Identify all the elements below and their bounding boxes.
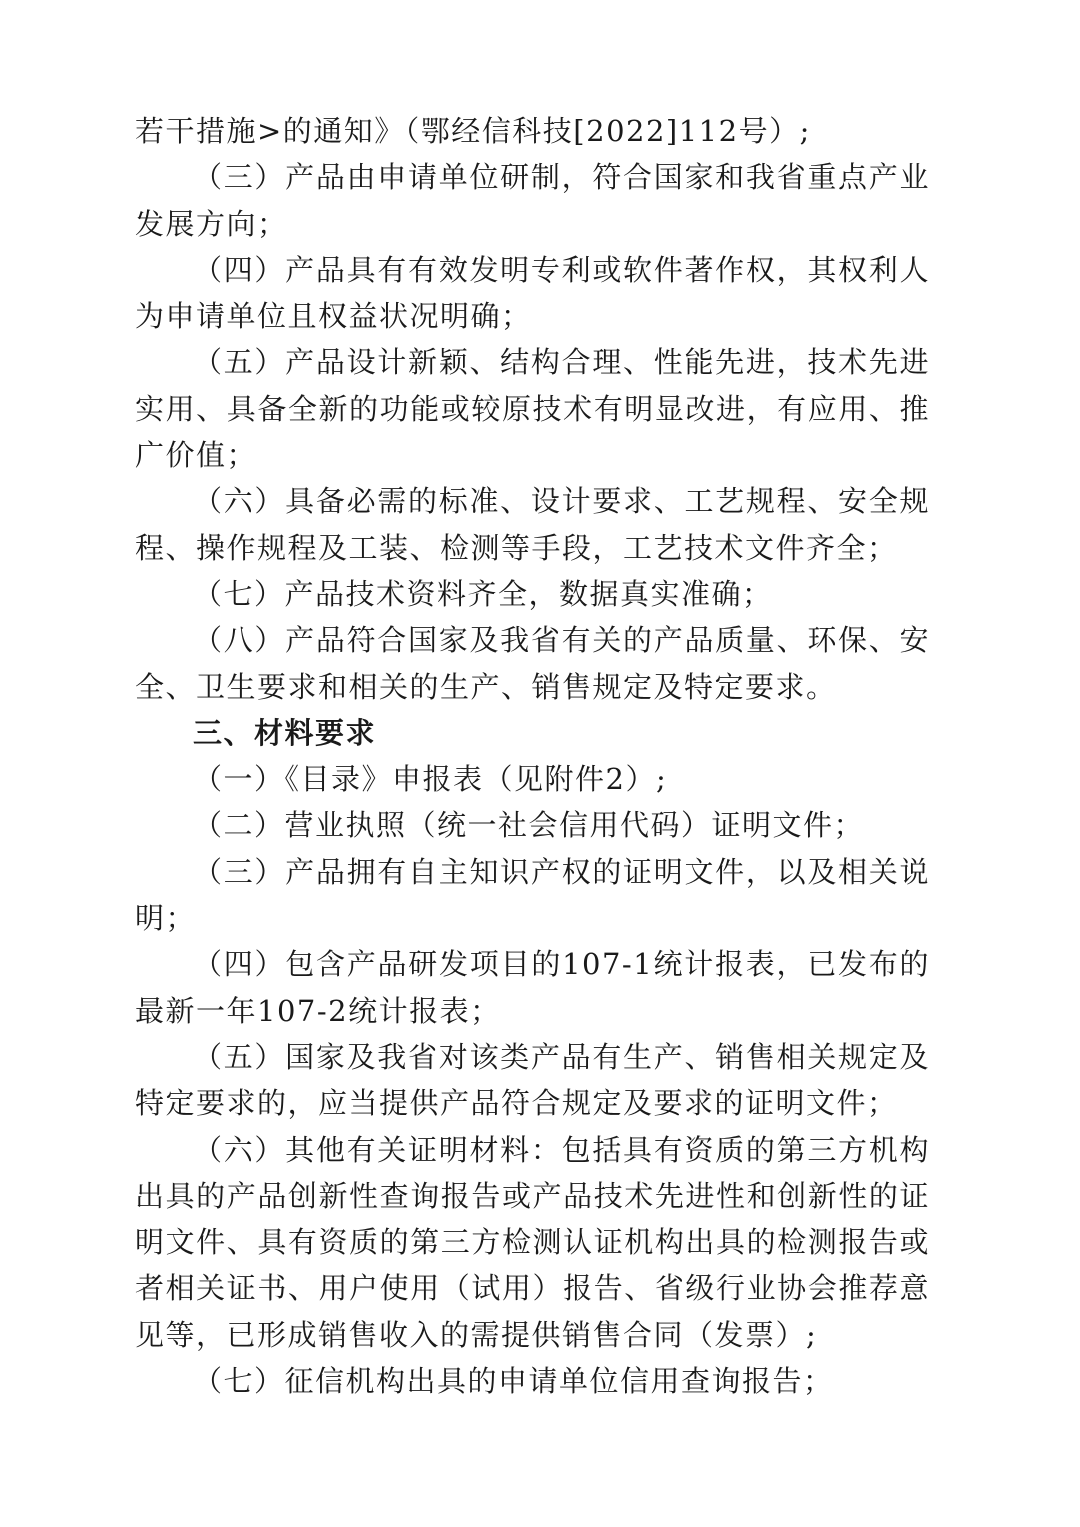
material-1: （一）《目录》申报表（见附件2）; bbox=[193, 762, 668, 797]
condition-3: （三）产品由申请单位研制，符合国家和我省重点产业发展方向； bbox=[135, 160, 930, 241]
section-heading: 三、材料要求 bbox=[193, 715, 377, 750]
material-2: （二）营业执照（统一社会信用代码）证明文件； bbox=[193, 808, 865, 843]
material-3: （三）产品拥有自主知识产权的证明文件，以及相关说明； bbox=[135, 854, 930, 936]
material-4: （四）包含产品研发项目的107-1统计报表，已发布的最新一年107-2统计报表； bbox=[135, 947, 930, 1028]
document-body bbox=[135, 108, 930, 1404]
condition-5: （五）产品设计新颖、结构合理、性能先进，技术先进实用、具备全新的功能或较原技术有明显改进，有应用、推广价值； bbox=[135, 345, 930, 473]
condition-8: （八）产品符合国家及我省有关的产品质量、环保、安全、卫生要求和相关的生产、销售规定及特定要求。 bbox=[135, 623, 930, 704]
material-7: （七）征信机构出具的申请单位信用查询报告； bbox=[193, 1364, 834, 1399]
condition-4: （四）产品具有有效发明专利或软件著作权，其权利人为申请单位且权益状况明确； bbox=[135, 252, 930, 334]
condition-6: （六）具备必需的标准、设计要求、工艺规程、安全规程、操作规程及工装、检测等手段，工艺技术文件齐全； bbox=[135, 484, 930, 565]
condition-7: （七）产品技术资料齐全，数据真实准确； bbox=[193, 576, 773, 611]
material-5: （五）国家及我省对该类产品有生产、销售相关规定及特定要求的，应当提供产品符合规定及要求的证明文件； bbox=[135, 1039, 930, 1121]
material-6: （六）其他有关证明材料：包括具有资质的第三方机构出具的产品创新性查询报告或产品技术先进性和创新性的证明文件、具有资质的第三方检测认证机构出具的检测报告或者相关证书、用户使用（试用）报告、省级行业协会推荐意见等，已形成销售收入的需提供销售合同（发票）; bbox=[135, 1132, 930, 1352]
continued-paragraph: 若干措施>的通知》（鄂经信科技[2022]112号）; bbox=[135, 114, 811, 148]
